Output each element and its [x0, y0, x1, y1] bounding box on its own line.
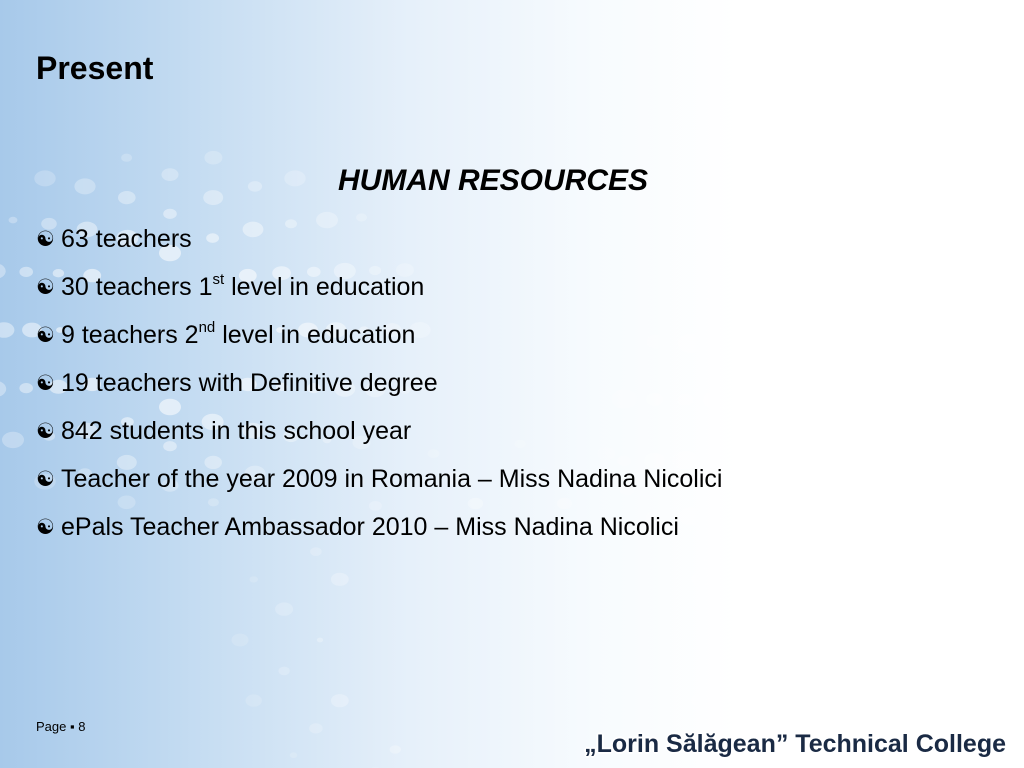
bullet-item [36, 411, 722, 459]
bullet-text: level in education [215, 321, 416, 349]
bullet-text: 842 students in this school year [61, 417, 412, 445]
bullet-text: Teacher of the year 2009 in Romania – Miss Nadina Nicolici [61, 465, 723, 493]
bullet-item [36, 219, 722, 267]
yin-yang-icon: ☯ [36, 516, 55, 539]
yin-yang-icon: ☯ [36, 324, 55, 347]
bullet-item [36, 267, 722, 315]
bullet-text: 19 teachers with Definitive degree [61, 369, 438, 397]
bullet-text: 63 teachers [61, 225, 192, 253]
section-heading: HUMAN RESOURCES [338, 164, 649, 197]
yin-yang-icon: ☯ [36, 420, 55, 443]
yin-yang-icon: ☯ [36, 228, 55, 251]
bullet-text: 30 teachers 1 [61, 273, 213, 301]
ordinal-suffix: st [212, 270, 225, 288]
slide-title: Present [36, 50, 154, 86]
bullet-text: 9 teachers 2 [61, 321, 199, 349]
bullet-text: ePals Teacher Ambassador 2010 – Miss Nadina Nicolici [61, 513, 679, 541]
page-number: Page ▪ 8 [36, 719, 86, 734]
bullet-item [36, 315, 722, 363]
bullet-list [36, 219, 722, 555]
bullet-item [36, 363, 722, 411]
ordinal-suffix: nd [198, 318, 216, 336]
bullet-item [36, 459, 722, 507]
college-name: „Lorin Sălăgean” Technical College [584, 730, 1006, 758]
yin-yang-icon: ☯ [36, 372, 55, 395]
yin-yang-icon: ☯ [36, 468, 55, 491]
yin-yang-icon: ☯ [36, 276, 55, 299]
bullet-item [36, 507, 722, 555]
bullet-text: level in education [224, 273, 425, 301]
